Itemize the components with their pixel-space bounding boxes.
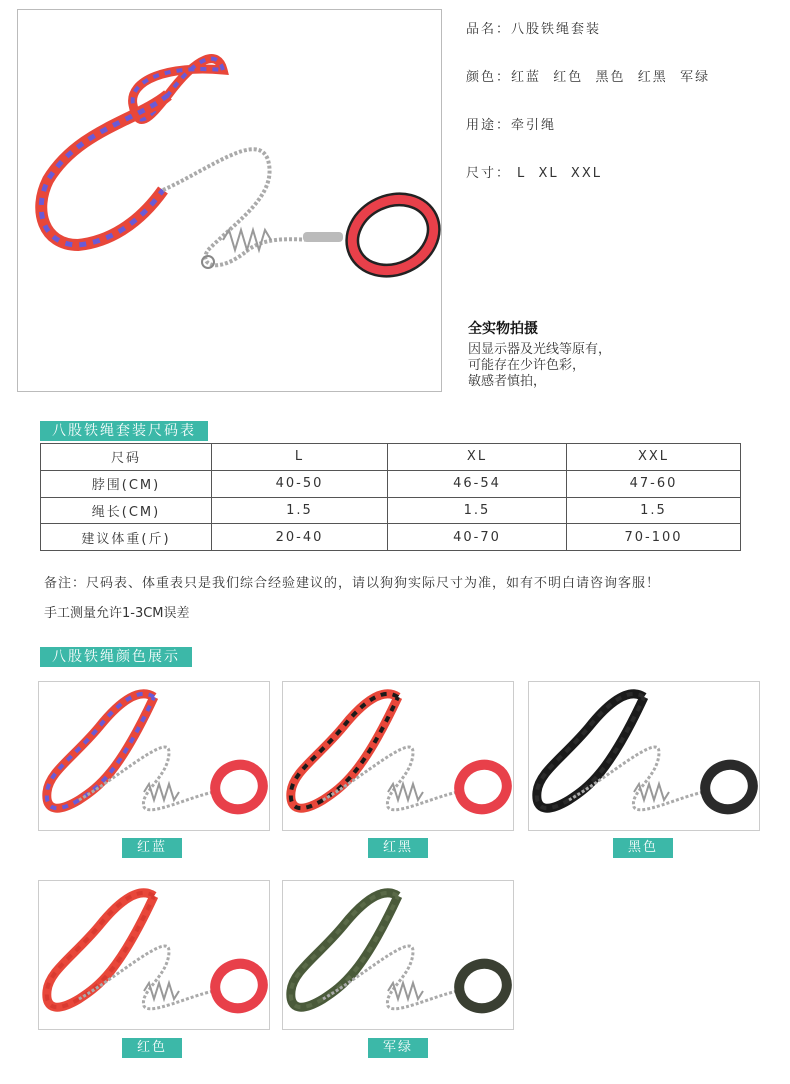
table-cell: 20-40 xyxy=(212,524,388,551)
product-size-value: L XL XXL xyxy=(517,166,602,181)
product-size-label: 尺寸： xyxy=(466,166,512,181)
color-label: 红色 xyxy=(122,1038,182,1058)
table-cell: 1.5 xyxy=(388,497,567,524)
main-product-image xyxy=(17,9,442,392)
product-color-value: 红蓝 红色 黑色 红黑 军绿 xyxy=(511,70,711,85)
table-cell: 1.5 xyxy=(212,497,388,524)
table-cell: 70-100 xyxy=(567,524,741,551)
product-color-label: 颜色： xyxy=(466,70,512,85)
table-cell: 40-70 xyxy=(388,524,567,551)
photo-note-line: 可能存在少许色彩， xyxy=(468,358,586,373)
table-cell: 1.5 xyxy=(567,497,741,524)
color-label: 红黑 xyxy=(368,838,428,858)
product-use-row xyxy=(466,114,556,133)
color-label: 黑色 xyxy=(613,838,673,858)
table-header-cell: L xyxy=(212,444,388,471)
product-size-row xyxy=(466,162,602,181)
color-thumbnail-image xyxy=(282,681,514,831)
table-header-row xyxy=(41,444,741,471)
table-cell: 40-50 xyxy=(212,470,388,497)
table-cell: 绳长(CM) xyxy=(41,497,212,524)
table-header-cell: 尺码 xyxy=(41,444,212,471)
product-use-label: 用途： xyxy=(466,118,512,133)
color-section-banner: 八股铁绳颜色展示 xyxy=(40,647,192,667)
product-use-value: 牵引绳 xyxy=(511,118,557,133)
size-table-banner: 八股铁绳套装尺码表 xyxy=(40,421,208,441)
size-table xyxy=(40,443,741,551)
product-name-label: 品名： xyxy=(466,22,512,37)
color-thumbnail-image xyxy=(38,880,270,1030)
color-thumbnail-image xyxy=(38,681,270,831)
table-cell: 脖围(CM) xyxy=(41,470,212,497)
table-header-cell: XXL xyxy=(567,444,741,471)
color-label: 红蓝 xyxy=(122,838,182,858)
table-row xyxy=(41,470,741,497)
color-thumbnail-image xyxy=(528,681,760,831)
photo-note-title: 全实物拍摄 xyxy=(468,321,538,337)
table-cell: 建议体重(斤) xyxy=(41,524,212,551)
remark-line: 备注：尺码表、体重表只是我们综合经验建议的，请以狗狗实际尺寸为准，如有不明白请咨询客服！ xyxy=(44,576,661,591)
color-label: 军绿 xyxy=(368,1038,428,1058)
product-name-value: 八股铁绳套装 xyxy=(511,22,602,37)
color-thumbnail-image xyxy=(282,880,514,1030)
photo-note-line: 因显示器及光线等原有， xyxy=(468,342,612,357)
table-cell: 46-54 xyxy=(388,470,567,497)
table-row xyxy=(41,524,741,551)
table-header-cell: XL xyxy=(388,444,567,471)
table-cell: 47-60 xyxy=(567,470,741,497)
table-row xyxy=(41,497,741,524)
product-name-row xyxy=(466,18,601,37)
product-color-row xyxy=(466,66,710,85)
photo-note-line: 敏感者慎拍， xyxy=(468,374,547,389)
remark-line: 手工测量允许1-3CM误差 xyxy=(44,606,190,621)
